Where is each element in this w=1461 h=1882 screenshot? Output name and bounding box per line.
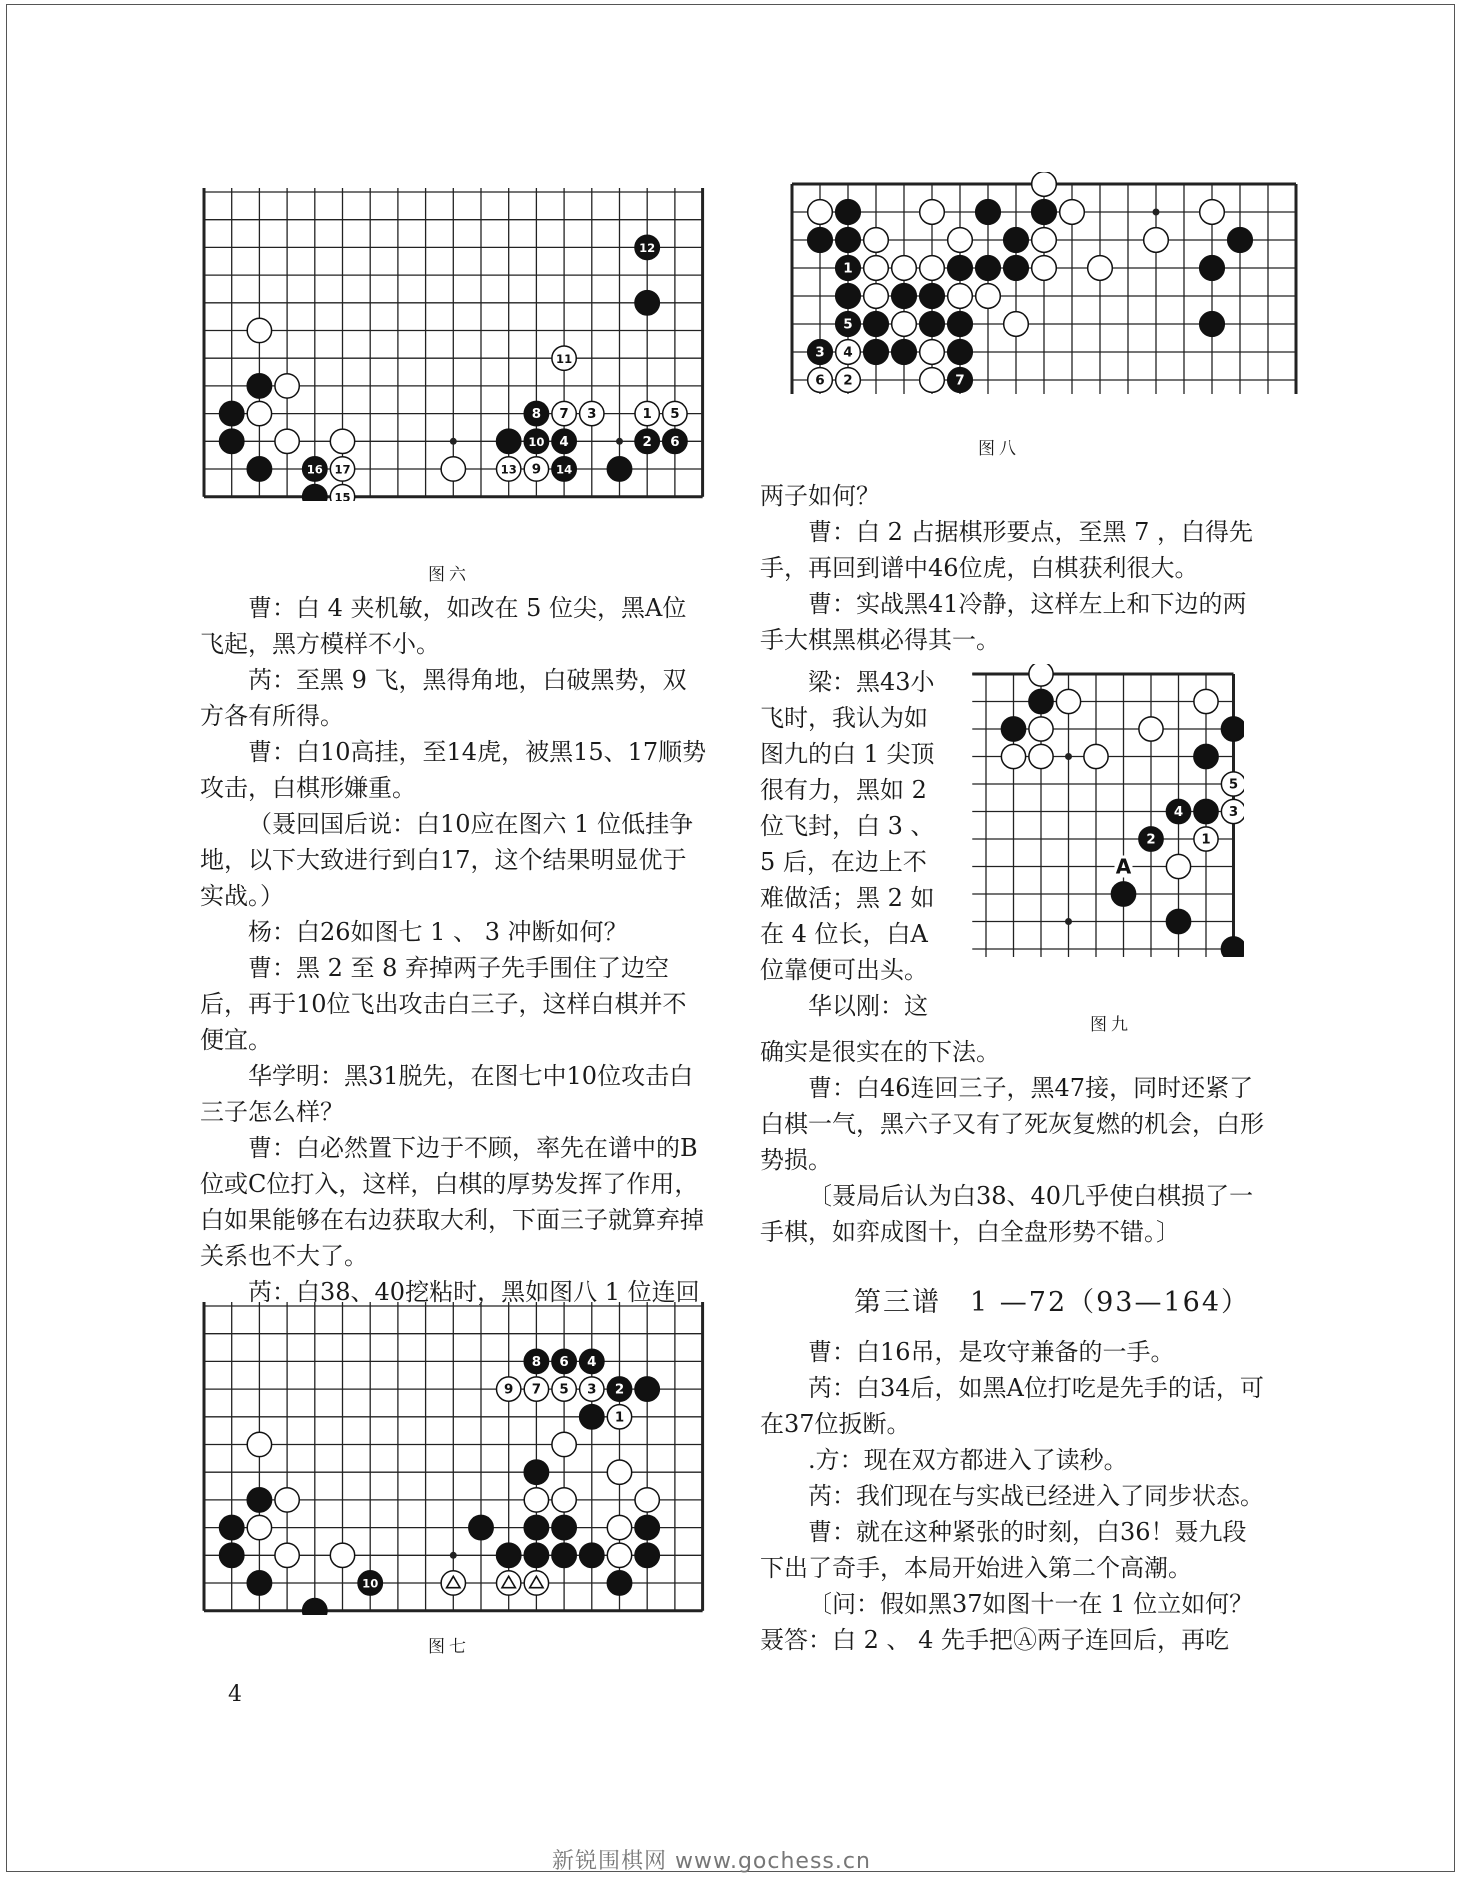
white-stone	[892, 256, 917, 281]
svg-text:1: 1	[843, 260, 853, 277]
right-column-c-paragraph: 〔问：假如黑37如图十一在 1 位立如何？	[808, 1590, 1254, 1618]
black-stone	[607, 1571, 631, 1595]
black-stone	[552, 429, 576, 453]
white-stone	[635, 401, 659, 425]
svg-text:1: 1	[642, 407, 652, 423]
white-stone	[836, 368, 861, 393]
black-stone	[635, 291, 659, 315]
black-stone	[808, 228, 833, 253]
black-stone	[247, 457, 271, 481]
black-stone	[1200, 256, 1225, 281]
svg-text:11: 11	[556, 351, 573, 366]
white-stone	[552, 346, 576, 370]
white-stone	[552, 1432, 576, 1456]
svg-text:2: 2	[642, 434, 652, 450]
section-heading: 第三谱 1 —72（93—164）	[854, 1287, 1251, 1318]
left-column-paragraph: （聂回国后说：白10应在图六 1 位低挂争地，以下大致进行到白17，这个结果明显优于实战。）	[200, 810, 694, 910]
svg-text:13: 13	[500, 462, 517, 477]
black-stone	[1166, 799, 1190, 823]
go-board-figure-9	[966, 664, 1244, 957]
left-column-paragraph: 芮：白38、40挖粘时，黑如图八 1 位连回	[248, 1278, 700, 1306]
figure-9-side-line: 位飞封，白 3 、	[760, 812, 935, 840]
white-stone	[920, 340, 945, 365]
black-stone	[497, 1543, 521, 1567]
black-stone	[864, 312, 889, 337]
black-stone	[1194, 744, 1218, 768]
black-stone	[580, 1349, 604, 1373]
white-stone	[330, 429, 354, 453]
black-stone	[552, 1515, 576, 1539]
white-stone	[864, 256, 889, 281]
white-stone	[663, 401, 687, 425]
black-stone	[607, 1377, 631, 1401]
figure-9-side-line: 位靠便可出头。	[760, 956, 928, 984]
svg-text:6: 6	[559, 1355, 569, 1371]
white-stone	[1004, 312, 1029, 337]
white-stone	[330, 457, 354, 481]
svg-text:2: 2	[843, 372, 853, 389]
white-stone	[330, 1543, 354, 1567]
svg-text:3: 3	[815, 344, 825, 361]
white-stone	[1032, 172, 1057, 196]
white-stone	[1029, 717, 1053, 741]
right-column-c-paragraph: 聂答：白 2 、 4 先手把Ⓐ两子连回后，再吃	[760, 1626, 1230, 1654]
black-stone	[920, 312, 945, 337]
white-stone	[607, 1543, 631, 1567]
svg-text:5: 5	[843, 316, 853, 333]
svg-text:9: 9	[504, 1382, 514, 1398]
black-stone	[220, 429, 244, 453]
white-stone	[580, 1377, 604, 1401]
white-stone	[1032, 256, 1057, 281]
svg-text:6: 6	[815, 372, 825, 389]
white-stone	[524, 457, 548, 481]
figure-9-side-line: 很有力，黑如 2	[760, 776, 927, 804]
white-stone	[1001, 744, 1025, 768]
right-column-a-paragraph: 两子如何？	[760, 482, 880, 510]
black-stone	[1111, 882, 1135, 906]
star-point	[450, 438, 457, 445]
black-stone	[580, 1543, 604, 1567]
left-column-paragraph: 华学明：黑31脱先，在图七中10位攻击白三子怎么样？	[200, 1062, 694, 1126]
black-stone	[552, 457, 576, 481]
svg-text:12: 12	[639, 241, 656, 256]
right-column-b-paragraph: 〔聂局后认为白38、40几乎使白棋损了一手棋，如弈成图十，白全盘形势不错。〕	[760, 1182, 1254, 1246]
svg-text:4: 4	[843, 344, 853, 361]
white-stone	[920, 256, 945, 281]
white-stone	[524, 1377, 548, 1401]
black-stone	[1200, 312, 1225, 337]
right-column-c-paragraph: 芮：白34后，如黑A位打吃是先手的话，可在37位扳断。	[760, 1374, 1264, 1438]
svg-text:8: 8	[531, 407, 542, 423]
black-stone	[220, 1515, 244, 1539]
left-column-paragraph: 曹：白必然置下边于不顾，率先在谱中的B位或C位打入，这样，白棋的厚势发挥了作用，白如果能够在右边获取大利，下面三子就算弃掉关系也不大了。	[200, 1134, 704, 1270]
black-stone	[976, 256, 1001, 281]
figure-7-caption: 图七	[428, 1637, 470, 1657]
white-stone	[275, 1543, 299, 1567]
right-column-text-b	[760, 1034, 1268, 1250]
white-stone	[441, 1571, 465, 1595]
svg-text:4: 4	[1173, 805, 1184, 821]
star-point	[1153, 209, 1160, 216]
black-stone	[976, 200, 1001, 225]
figure-9-side-line: 梁：黑43小	[808, 668, 935, 696]
left-column-paragraph: 杨：白26如图七 1 、 3 冲断如何？	[248, 918, 628, 946]
svg-text:3: 3	[1228, 805, 1239, 821]
svg-text:4: 4	[559, 434, 569, 450]
right-column-text-a	[760, 478, 1268, 658]
right-column-b-paragraph: 确实是很实在的下法。	[760, 1038, 1000, 1066]
black-stone	[497, 429, 521, 453]
white-stone	[1056, 689, 1080, 713]
black-stone	[836, 256, 861, 281]
figure-9-side-line: 飞时，我认为如	[760, 704, 928, 732]
svg-text:2: 2	[1146, 832, 1156, 848]
black-stone	[220, 401, 244, 425]
black-stone	[220, 1543, 244, 1567]
svg-text:7: 7	[531, 1382, 542, 1398]
white-stone	[524, 1488, 548, 1512]
go-board-figure-6	[200, 188, 707, 501]
svg-text:14: 14	[556, 462, 573, 477]
star-point	[616, 438, 623, 445]
left-column-paragraph: 曹：白 4 夹机敏，如改在 5 位尖，黑A位飞起，黑方模样不小。	[200, 594, 687, 658]
white-stone	[1221, 799, 1243, 823]
svg-text:3: 3	[587, 1382, 597, 1398]
go-board-svg	[966, 664, 1244, 957]
black-stone	[524, 1543, 548, 1567]
white-stone	[808, 200, 833, 225]
black-stone	[948, 256, 973, 281]
black-stone	[635, 235, 659, 259]
black-stone	[552, 1543, 576, 1567]
left-column-text	[200, 590, 708, 1310]
svg-text:2: 2	[614, 1382, 625, 1398]
white-stone	[1194, 689, 1218, 713]
white-stone	[607, 1515, 631, 1539]
left-column-paragraph: 芮：至黑 9 飞，黑得角地，白破黑势，双方各有所得。	[200, 666, 687, 730]
white-stone	[247, 318, 271, 342]
white-stone	[1200, 200, 1225, 225]
black-stone	[247, 1571, 271, 1595]
white-stone	[1194, 827, 1218, 851]
black-stone	[635, 1543, 659, 1567]
white-stone	[497, 457, 521, 481]
black-stone	[892, 284, 917, 309]
svg-text:5: 5	[559, 1382, 569, 1398]
go-board-figure-7	[200, 1302, 707, 1615]
white-stone	[1088, 256, 1113, 281]
white-stone	[247, 401, 271, 425]
black-stone	[1166, 909, 1190, 933]
star-point	[1065, 918, 1072, 925]
white-stone	[552, 1377, 576, 1401]
svg-text:7: 7	[559, 407, 569, 423]
figure-9-side-line: 5 后，在边上不	[760, 848, 927, 876]
white-stone	[836, 340, 861, 365]
white-stone	[1060, 200, 1085, 225]
white-stone	[607, 1460, 631, 1484]
black-stone	[836, 312, 861, 337]
white-stone	[1084, 744, 1108, 768]
svg-text:3: 3	[587, 407, 597, 423]
right-column-c-paragraph: 曹：白16吊，是攻守兼备的一手。	[808, 1338, 1175, 1366]
black-stone	[1001, 717, 1025, 741]
figure-6-caption: 图六	[428, 565, 470, 585]
left-column-paragraph: 曹：黑 2 至 8 弃掉两子先手围住了边空后，再于10位飞出攻击白三子，这样白棋并不便宜。	[200, 954, 687, 1054]
white-stone	[247, 1515, 271, 1539]
white-stone	[864, 228, 889, 253]
black-stone	[303, 457, 327, 481]
white-stone	[275, 429, 299, 453]
white-stone	[892, 312, 917, 337]
page-number: 4	[228, 1682, 242, 1707]
black-stone	[469, 1515, 493, 1539]
right-column-c-paragraph: 芮：我们现在与实战已经进入了同步状态。	[808, 1482, 1264, 1510]
black-stone	[247, 374, 271, 398]
black-stone	[524, 401, 548, 425]
white-stone	[1032, 228, 1057, 253]
svg-text:5: 5	[670, 407, 680, 423]
svg-text:16: 16	[306, 462, 323, 477]
black-stone	[635, 1377, 659, 1401]
white-stone	[330, 485, 354, 501]
svg-text:6: 6	[670, 434, 680, 450]
black-stone	[524, 1349, 548, 1373]
white-stone	[247, 1432, 271, 1456]
white-stone	[1029, 664, 1053, 686]
go-board-svg	[766, 172, 1300, 398]
site-footer: 新锐围棋网 www.gochess.cn	[552, 1849, 871, 1874]
svg-text:7: 7	[955, 372, 965, 389]
figure-9-caption: 图九	[1090, 1015, 1132, 1035]
svg-text:1: 1	[614, 1410, 625, 1426]
black-stone	[552, 1349, 576, 1373]
black-stone	[1221, 717, 1243, 741]
black-stone	[1228, 228, 1253, 253]
white-stone	[1166, 854, 1190, 878]
white-stone	[1029, 744, 1053, 768]
white-stone	[497, 1377, 521, 1401]
black-stone	[1194, 799, 1218, 823]
figure-9-side-text	[760, 664, 960, 1024]
black-stone	[607, 457, 631, 481]
board-label: A	[1115, 854, 1132, 879]
white-stone	[607, 1405, 631, 1429]
black-stone	[524, 1515, 548, 1539]
black-stone	[892, 340, 917, 365]
star-point	[450, 1552, 457, 1559]
svg-text:1: 1	[1201, 832, 1211, 848]
right-column-c-paragraph: 曹：就在这种紧张的时刻，白36！聂九段下出了奇手，本局开始进入第二个高潮。	[760, 1518, 1247, 1582]
white-stone	[580, 401, 604, 425]
black-stone	[580, 1405, 604, 1429]
white-stone	[275, 374, 299, 398]
right-column-a-paragraph: 曹：实战黑41冷静，这样左上和下边的两手大棋黑棋必得其一。	[760, 590, 1247, 654]
left-column-paragraph: 曹：白10高挂，至14虎，被黑15、17顺势攻击，白棋形嫌重。	[200, 738, 707, 802]
go-board-figure-8	[766, 172, 1300, 398]
black-stone	[808, 340, 833, 365]
white-stone	[552, 401, 576, 425]
black-stone	[663, 429, 687, 453]
svg-text:10: 10	[528, 434, 545, 449]
white-stone	[1139, 717, 1163, 741]
figure-9-side-line: 图九的白 1 尖顶	[760, 740, 935, 768]
white-stone	[864, 284, 889, 309]
svg-text:15: 15	[334, 490, 351, 501]
black-stone	[948, 368, 973, 393]
white-stone	[552, 1488, 576, 1512]
svg-text:10: 10	[362, 1576, 379, 1591]
black-stone	[635, 429, 659, 453]
white-stone	[524, 1571, 548, 1595]
go-board-svg	[200, 188, 707, 501]
black-stone	[303, 1599, 327, 1615]
white-stone	[920, 200, 945, 225]
black-stone	[524, 429, 548, 453]
white-stone	[441, 457, 465, 481]
svg-text:4: 4	[587, 1355, 597, 1371]
black-stone	[303, 485, 327, 501]
figure-9-side-line: 难做活；黑 2 如	[760, 884, 935, 912]
white-stone	[275, 1488, 299, 1512]
black-stone	[864, 340, 889, 365]
black-stone	[1139, 827, 1163, 851]
right-column-c-paragraph: .方：现在双方都进入了读秒。	[808, 1446, 1128, 1474]
black-stone	[247, 1488, 271, 1512]
star-point	[1065, 753, 1072, 760]
white-stone	[948, 228, 973, 253]
right-column-text-c	[760, 1334, 1268, 1658]
go-board-svg	[200, 1302, 707, 1615]
white-stone	[497, 1571, 521, 1595]
black-stone	[836, 284, 861, 309]
white-stone	[976, 284, 1001, 309]
black-stone	[920, 284, 945, 309]
white-stone	[920, 368, 945, 393]
white-stone	[808, 368, 833, 393]
right-column-b-paragraph: 曹：白46连回三子，黑47接，同时还紧了白棋一气，黑六子又有了死灰复燃的机会，白形势损。	[760, 1074, 1264, 1174]
figure-9-side-line: 华以刚：这	[808, 992, 928, 1020]
white-stone	[1221, 772, 1243, 796]
white-stone	[635, 1488, 659, 1512]
black-stone	[1221, 937, 1243, 957]
black-stone	[1004, 256, 1029, 281]
black-stone	[948, 340, 973, 365]
figure-8-caption: 图八	[978, 439, 1020, 459]
black-stone	[1004, 228, 1029, 253]
white-stone	[1144, 228, 1169, 253]
svg-text:9: 9	[531, 462, 542, 478]
black-stone	[1032, 200, 1057, 225]
black-stone	[948, 312, 973, 337]
black-stone	[836, 200, 861, 225]
figure-9-side-line: 在 4 位长，白A	[760, 920, 928, 948]
black-stone	[358, 1571, 382, 1595]
black-stone	[836, 228, 861, 253]
black-stone	[524, 1460, 548, 1484]
svg-text:5: 5	[1228, 777, 1239, 793]
white-stone	[948, 284, 973, 309]
black-stone	[635, 1515, 659, 1539]
svg-text:8: 8	[531, 1355, 542, 1371]
right-column-a-paragraph: 曹：白 2 占据棋形要点，至黑 7 ，白得先手，再回到谱中46位虎，白棋获利很大。	[760, 518, 1254, 582]
svg-text:17: 17	[334, 462, 351, 477]
black-stone	[1029, 689, 1053, 713]
